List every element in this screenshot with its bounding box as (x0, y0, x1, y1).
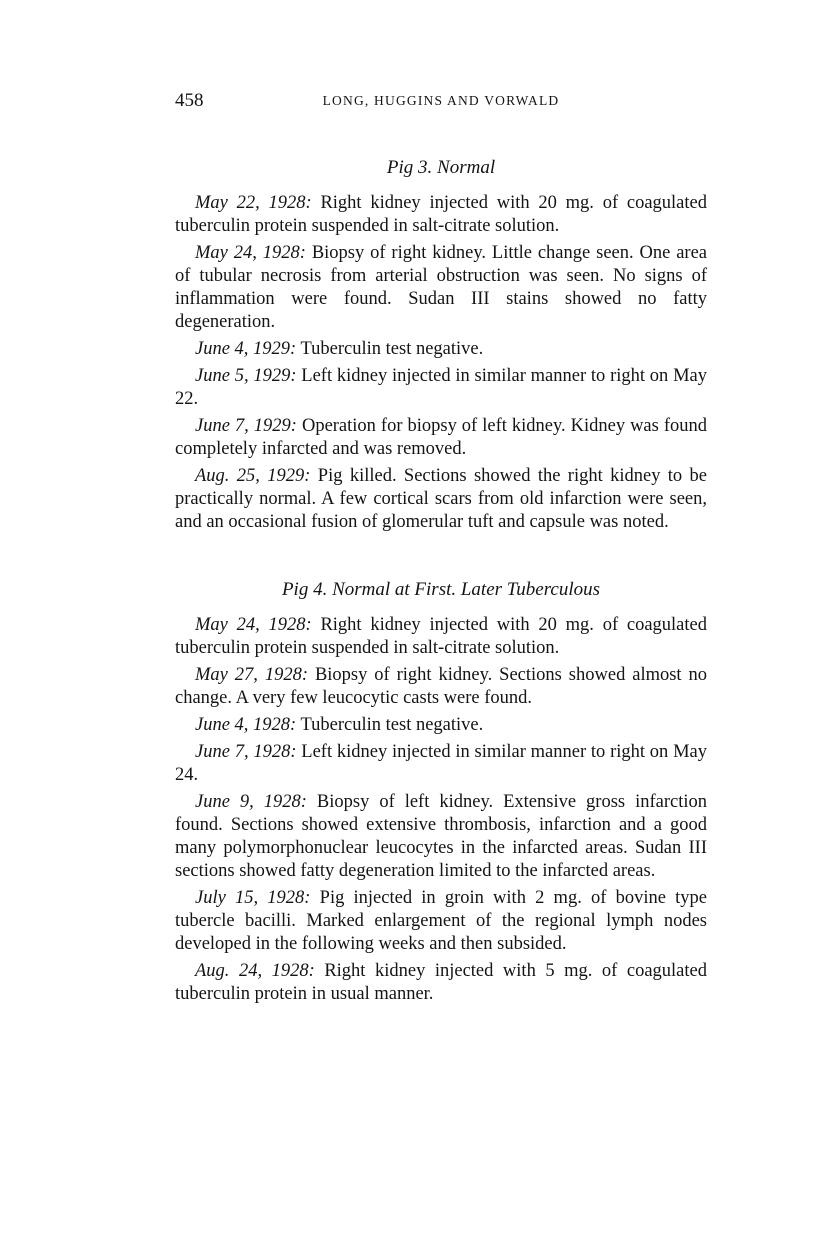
section-title: Pig 4. Normal at First. Later Tuberculous (281, 579, 601, 600)
log-entry (175, 887, 707, 956)
log-entry (175, 338, 707, 361)
log-entry (175, 614, 707, 660)
log-entry (175, 415, 707, 461)
page-header (175, 88, 707, 114)
entry-date: June 5, 1929: (195, 366, 297, 386)
section-pig-3 (175, 156, 707, 538)
entry-date: June 4, 1929: (195, 339, 297, 359)
log-entry (175, 714, 707, 737)
section-title: Pig 3. Normal (386, 157, 496, 178)
entry-text: Right kidney injected with 20 mg. of coagulated tuberculin protein suspended in salt-citrate solution. (175, 193, 707, 236)
entry-text: Biopsy of left kidney. Extensive gross infarction found. Sections showed extensive thrombosis, infarction and a good many polymorphonuclear leucocytes in the infarcted areas. Sudan III sections showed fatty degeneration limited to the infarcted areas. (175, 792, 707, 881)
entry-date: May 24, 1928: (195, 243, 306, 263)
log-entry (175, 192, 707, 238)
log-entry (175, 664, 707, 710)
page-number: 458 (175, 90, 204, 111)
entry-text: Operation for biopsy of left kidney. Kidney was found completely infarcted and was removed. (175, 416, 707, 459)
log-entry (175, 242, 707, 334)
entry-text: Tuberculin test negative. (300, 339, 484, 359)
entry-date: May 27, 1928: (195, 665, 309, 685)
entry-text: Biopsy of right kidney. Little change seen. One area of tubular necrosis from arterial obstruction was seen. No signs of inflammation were found. Sudan III stains showed no fatty degeneration. (175, 243, 707, 332)
entry-text: Right kidney injected with 5 mg. of coagulated tuberculin protein in usual manner. (175, 961, 707, 1004)
entry-date: Aug. 24, 1928: (195, 961, 315, 981)
entry-date: Aug. 25, 1929: (195, 466, 311, 486)
entry-date: June 4, 1928: (195, 715, 297, 735)
entry-date: May 22, 1928: (195, 193, 312, 213)
entry-text: Left kidney injected in similar manner to right on May 22. (175, 366, 707, 409)
log-entry (175, 365, 707, 411)
entry-text: Biopsy of right kidney. Sections showed almost no change. A very few leucocytic casts were found. (175, 665, 707, 708)
section-pig-4 (175, 578, 707, 1010)
entry-date: June 9, 1928: (195, 792, 307, 812)
entry-date: July 15, 1928: (195, 888, 311, 908)
entry-text: Pig killed. Sections showed the right kidney to be practically normal. A few cortical scars from old infarction were seen, and an occasional fusion of glomerular tuft and capsule was noted. (175, 466, 708, 532)
log-entry (175, 960, 707, 1006)
log-entry (175, 791, 707, 883)
entry-date: June 7, 1929: (195, 416, 297, 436)
running-head: LONG, HUGGINS AND VORWALD (322, 93, 560, 108)
entry-text: Left kidney injected in similar manner to right on May 24. (175, 742, 707, 785)
log-entry (175, 741, 707, 787)
entry-text: Right kidney injected with 20 mg. of coagulated tuberculin protein suspended in salt-citrate solution. (175, 615, 707, 658)
log-entry (175, 465, 707, 534)
entry-text: Pig injected in groin with 2 mg. of bovine type tubercle bacilli. Marked enlargement of the regional lymph nodes developed in the following weeks and then subsided. (175, 888, 707, 954)
entry-text: Tuberculin test negative. (300, 715, 484, 735)
entry-date: June 7, 1928: (195, 742, 297, 762)
entry-date: May 24, 1928: (195, 615, 312, 635)
